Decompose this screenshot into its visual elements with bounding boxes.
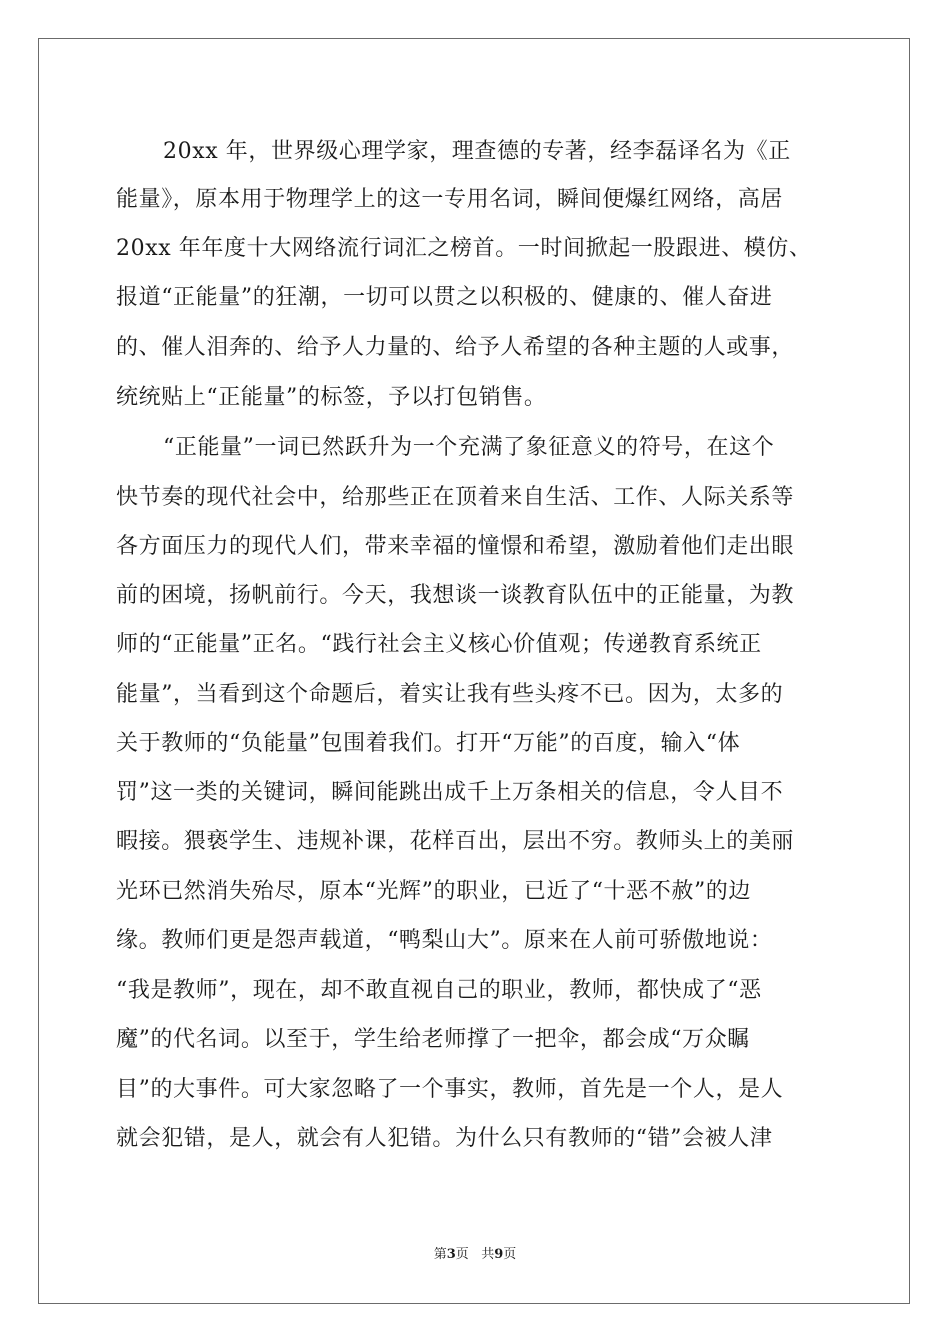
paragraph-2-line-9: 暇接。猥亵学生、违规补课，花样百出，层出不穷。教师头上的美丽 bbox=[116, 829, 795, 854]
paragraph-2-line-5: 师的“正能量”正名。“践行社会主义核心价值观；传递教育系统正 bbox=[116, 632, 762, 657]
paragraph-2-line-1: “正能量”一词已然跃升为一个充满了象征意义的符号，在这个 bbox=[163, 435, 775, 460]
paragraph-2-line-13: 魔”的代名词。以至于，学生给老师撑了一把伞，都会成“万众瞩 bbox=[116, 1027, 750, 1052]
paragraph-2-line-7: 关于教师的“负能量”包围着我们。打开“万能”的百度，输入“体 bbox=[116, 731, 741, 756]
page-number: 3 bbox=[446, 1247, 456, 1262]
paragraph-2-line-12: “我是教师”，现在，却不敢直视自己的职业，教师，都快成了“恶 bbox=[116, 978, 762, 1003]
paragraph-1-line-6: 统统贴上“正能量”的标签，予以打包销售。 bbox=[116, 385, 547, 410]
page-prefix: 第 bbox=[433, 1247, 447, 1262]
paragraph-1-line-1: 20xx 年，世界级心理学家，理查德的专著，经李磊译名为《正 bbox=[163, 139, 791, 164]
paragraph-1-line-2: 能量》，原本用于物理学上的这一专用名词，瞬间便爆红网络，高居 bbox=[116, 187, 784, 212]
paragraph-2-line-11: 缘。教师们更是怨声载道，“鸭梨山大”。原来在人前可骄傲地说： bbox=[116, 928, 773, 953]
paragraph-2-line-10: 光环已然消失殆尽，原本“光辉”的职业，已近了“十恶不赦”的边 bbox=[116, 879, 751, 904]
paragraph-2-line-14: 目”的大事件。可大家忽略了一个事实，教师，首先是一个人，是人 bbox=[116, 1077, 784, 1102]
paragraph-1-line-3: 20xx 年年度十大网络流行词汇之榜首。一时间掀起一股跟进、模仿、 bbox=[116, 236, 812, 261]
paragraph-2-line-2: 快节奏的现代社会中，给那些正在顶着来自生活、工作、人际关系等 bbox=[116, 485, 795, 510]
page-suffix: 页 bbox=[455, 1247, 469, 1262]
total-suffix: 页 bbox=[503, 1247, 517, 1262]
page-border bbox=[38, 38, 910, 1304]
paragraph-2-line-3: 各方面压力的现代人们，带来幸福的憧憬和希望，激励着他们走出眼 bbox=[116, 534, 795, 559]
paragraph-1-line-5: 的、催人泪奔的、给予人力量的、给予人希望的各种主题的人或事， bbox=[116, 335, 795, 360]
paragraph-2-line-6: 能量”，当看到这个命题后，着实让我有些头疼不已。因为，太多的 bbox=[116, 682, 784, 707]
paragraph-2-line-8: 罚”这一类的关键词，瞬间能跳出成千上万条相关的信息，令人目不 bbox=[116, 780, 784, 805]
paragraph-1-line-4: 报道“正能量”的狂潮，一切可以贯之以积极的、健康的、催人奋进 bbox=[116, 285, 773, 310]
total-pages: 9 bbox=[494, 1247, 504, 1262]
paragraph-2-line-15: 就会犯错，是人，就会有人犯错。为什么只有教师的“错”会被人津 bbox=[116, 1126, 773, 1151]
page-footer bbox=[0, 1246, 950, 1264]
paragraph-2-line-4: 前的困境，扬帆前行。今天，我想谈一谈教育队伍中的正能量，为教 bbox=[116, 583, 795, 608]
total-prefix: 共 bbox=[481, 1247, 495, 1262]
